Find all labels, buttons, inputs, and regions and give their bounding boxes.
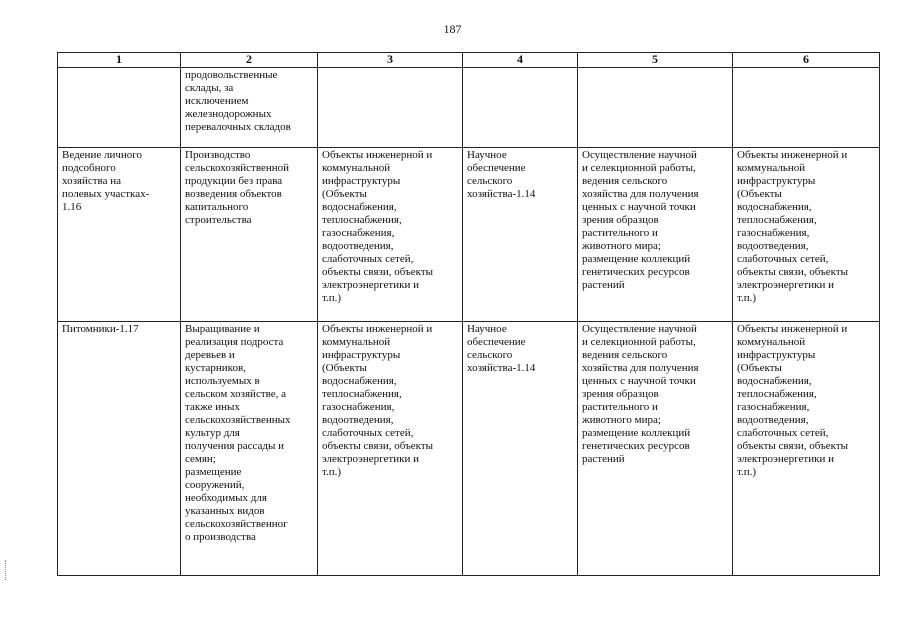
table-cell: Объекты инженерной и коммунальной инфраструктуры (Объекты водоснабжения, теплоснабжения, газоснабжения, водоотведения, слаботочных сетей, объекты связи, объекты электроэнергетики и т.п.) bbox=[318, 148, 463, 322]
column-header-5: 5 bbox=[578, 53, 733, 68]
table-cell: Научное обеспечение сельского хозяйства-1.14 bbox=[463, 322, 578, 576]
column-header-6: 6 bbox=[733, 53, 880, 68]
column-header-2: 2 bbox=[181, 53, 318, 68]
table-cell: Объекты инженерной и коммунальной инфраструктуры (Объекты водоснабжения, теплоснабжения, газоснабжения, водоотведения, слаботочных сетей, объекты связи, объекты электроэнергетики и т.п.) bbox=[733, 322, 880, 576]
table-cell: Производство сельскохозяйственной продукции без права возведения объектов капитального строительства bbox=[181, 148, 318, 322]
table-cell: Научное обеспечение сельского хозяйства-1.14 bbox=[463, 148, 578, 322]
table-cell: Питомники-1.17 bbox=[58, 322, 181, 576]
column-header-4: 4 bbox=[463, 53, 578, 68]
table-cell: продовольственные склады, за исключением железнодорожных перевалочных складов bbox=[181, 68, 318, 148]
table-cell: Объекты инженерной и коммунальной инфраструктуры (Объекты водоснабжения, теплоснабжения, газоснабжения, водоотведения, слаботочных сетей, объекты связи, объекты электроэнергетики и т.п.) bbox=[733, 148, 880, 322]
zoning-table bbox=[57, 52, 880, 576]
table-cell bbox=[463, 68, 578, 148]
table-cell: Выращивание и реализация подроста деревьев и кустарников, используемых в сельском хозяйстве, а также иных сельскохозяйственных культур для получения рассады и семян; размещение сооружений, необходимых для указанных видов сельскохозяйственног о производства bbox=[181, 322, 318, 576]
scan-margin-mark bbox=[5, 560, 9, 580]
page-number: 187 bbox=[443, 22, 462, 36]
table-cell: Объекты инженерной и коммунальной инфраструктуры (Объекты водоснабжения, теплоснабжения, газоснабжения, водоотведения, слаботочных сетей, объекты связи, объекты электроэнергетики и т.п.) bbox=[318, 322, 463, 576]
table-cell bbox=[578, 68, 733, 148]
table-row bbox=[58, 68, 880, 148]
column-header-1: 1 bbox=[58, 53, 181, 68]
table-cell: Ведение личного подсобного хозяйства на полевых участках- 1.16 bbox=[58, 148, 181, 322]
table-header-row bbox=[58, 53, 880, 68]
table-row bbox=[58, 148, 880, 322]
table-cell bbox=[58, 68, 181, 148]
table-cell bbox=[318, 68, 463, 148]
table-row bbox=[58, 322, 880, 576]
table-cell: Осуществление научной и селекционной работы, ведения сельского хозяйства для получения ценных с научной точки зрения образцов растительного и животного мира; размещение коллекций генетических ресурсов растений bbox=[578, 148, 733, 322]
table-cell: Осуществление научной и селекционной работы, ведения сельского хозяйства для получения ценных с научной точки зрения образцов растительного и животного мира; размещение коллекций генетических ресурсов растений bbox=[578, 322, 733, 576]
table-cell bbox=[733, 68, 880, 148]
column-header-3: 3 bbox=[318, 53, 463, 68]
